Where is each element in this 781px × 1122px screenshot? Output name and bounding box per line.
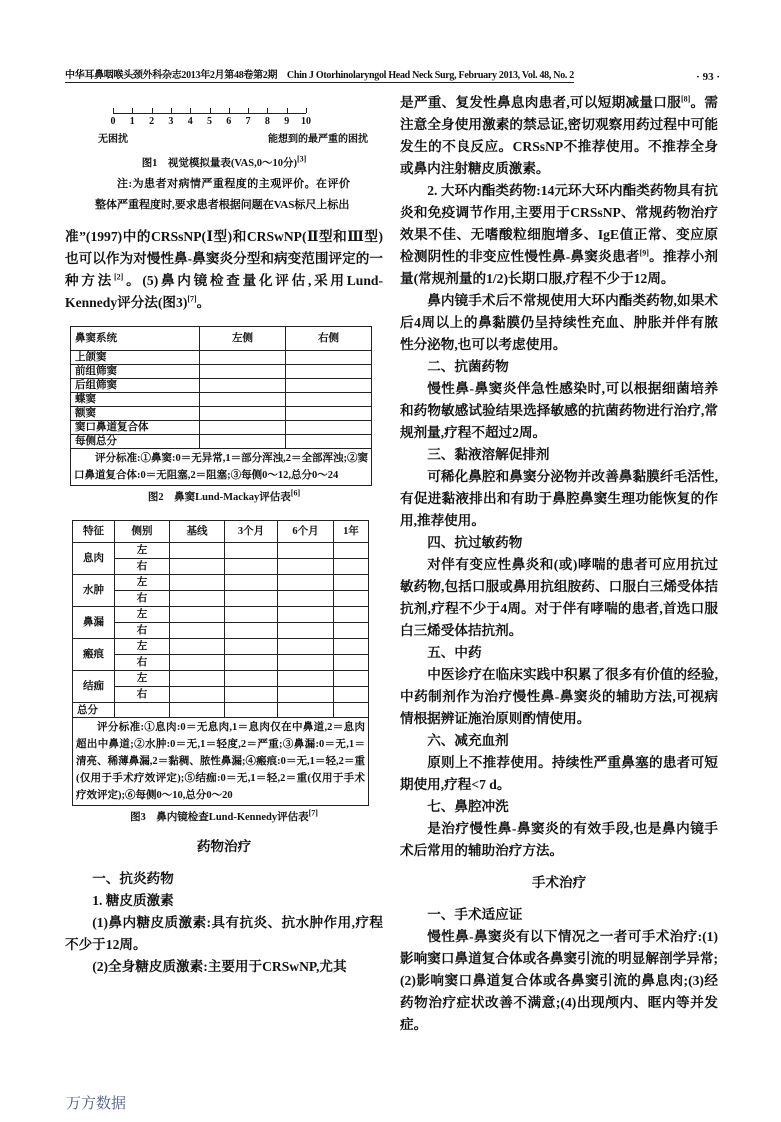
side-label: 左 bbox=[115, 607, 170, 623]
text: 。推荐小剂量(常规剂量的1/2)长期口服,疗程不少于12周。 bbox=[400, 249, 718, 286]
vas-tick-label: 7 bbox=[245, 116, 251, 127]
drug-section bbox=[65, 836, 383, 978]
side-label: 右 bbox=[115, 623, 170, 639]
left-score bbox=[200, 351, 286, 365]
sinus-name: 后组筛窦 bbox=[71, 379, 200, 393]
vas-tick-label: 6 bbox=[226, 116, 232, 127]
col-header: 基线 bbox=[170, 521, 225, 543]
table-row bbox=[73, 687, 369, 703]
side-label: 右 bbox=[115, 687, 170, 703]
table-row bbox=[73, 607, 369, 623]
right-score bbox=[285, 421, 371, 435]
vas-tick-label: 10 bbox=[301, 116, 311, 127]
col-header: 侧别 bbox=[115, 521, 170, 543]
total-label: 总分 bbox=[73, 703, 115, 718]
vas-tick bbox=[287, 108, 288, 113]
col-header: 3个月 bbox=[225, 521, 278, 543]
vas-tick bbox=[190, 108, 191, 113]
vas-tick bbox=[248, 108, 249, 113]
right-score bbox=[285, 407, 371, 421]
table-row bbox=[71, 379, 372, 393]
vas-scale bbox=[110, 113, 311, 127]
sinus-name: 额窦 bbox=[71, 407, 200, 421]
text: 2. 大环内酯类药物:14元环大环内酯类药物具有抗炎和免疫调节作用,主要用于CRSsNP、常规药物治疗效果不佳、无嗜酸粒细胞增多、IgE值正常、变应原检测阴性的非变应性慢性鼻-鼻窦炎患者 bbox=[400, 183, 718, 264]
table-row bbox=[73, 559, 369, 575]
paragraph: 中医诊疗在临床实践中积累了很多有价值的经验,中药制剂作为治疗慢性鼻-鼻窦炎的辅助方法,可视病情根据辨证施治原则酌情使用。 bbox=[400, 667, 718, 726]
side-label: 左 bbox=[115, 543, 170, 559]
table-row bbox=[73, 671, 369, 687]
left-column bbox=[65, 105, 383, 978]
fig3-caption bbox=[65, 810, 383, 826]
running-header: 中华耳鼻咽喉头颈外科杂志2013年2月第48卷第2期 Chin J Otorhinolaryngol Head Neck Surg, February 2013, Vol. 48, No. 2 bbox=[65, 66, 574, 83]
vas-left-label: 无困扰 bbox=[98, 134, 128, 145]
fig3-caption-text: 图3 鼻内镜检查Lund-Kennedy评估表 bbox=[130, 812, 309, 823]
left-para-text: 准”(1997)中的CRSsNP(Ⅰ型)和CRSwNP(Ⅱ型和Ⅲ型)也可以作为对慢性鼻-鼻窦炎分型和病变范围评定的一种方法 bbox=[65, 229, 383, 288]
page-number: · 93 · bbox=[696, 71, 720, 83]
right-score bbox=[285, 393, 371, 407]
left-score bbox=[200, 407, 286, 421]
lund-mackay-table bbox=[70, 326, 372, 486]
col-header: 1年 bbox=[334, 521, 369, 543]
subsection-heading: 二、抗菌药物 bbox=[427, 359, 509, 374]
fig1-caption-text: 图1 视觉模拟量表(VAS,0～10分) bbox=[141, 158, 297, 169]
ref: [2] bbox=[114, 272, 124, 282]
vas-tick-label: 8 bbox=[264, 116, 270, 127]
table-note: 评分标准:①鼻窦:0＝无异常,1＝部分浑浊,2＝全部浑浊;②窦口鼻道复合体:0＝无阻塞,2＝阻塞;③每侧0～12,总分0～24 bbox=[71, 449, 372, 486]
col-header: 特征 bbox=[73, 521, 115, 543]
section-title: 手术治疗 bbox=[531, 875, 587, 890]
left-score bbox=[200, 393, 286, 407]
feature-name: 结痂 bbox=[73, 671, 115, 703]
subsection-heading: 一、手术适应证 bbox=[427, 907, 523, 922]
paragraph: 慢性鼻-鼻窦炎有以下情况之一者可手术治疗:(1)影响窦口鼻道复合体或各鼻窦引流的明显解剖学异常;(2)影响窦口鼻道复合体或各鼻窦引流的鼻息肉;(3)经药物治疗症状改善不满意;(4)出现颅内、眶内等并发症。 bbox=[400, 929, 718, 1032]
subsection-heading: 1. 糖皮质激素 bbox=[92, 893, 174, 908]
left-para-end: 。 bbox=[196, 295, 211, 310]
table-row bbox=[73, 591, 369, 607]
paragraph: (2)全身糖皮质激素:主要用于CRSwNP,尤其 bbox=[92, 959, 347, 974]
vas-tick-label: 2 bbox=[149, 116, 155, 127]
vas-tick bbox=[132, 108, 133, 113]
subsection-heading: 七、鼻腔冲洗 bbox=[427, 799, 509, 814]
watermark: 万方数据 bbox=[66, 1094, 127, 1112]
fig1-note: 注:为患者对病情严重程度的主观评价。在评价整体严重程度时,要求患者根据问题在VAS标尺上标出 bbox=[95, 178, 350, 211]
table-note: 评分标准:①息肉:0＝无息肉,1＝息肉仅在中鼻道,2＝息肉超出中鼻道;②水肿:0＝无,1＝轻度,2＝严重;③鼻漏:0＝无,1＝清亮、稀薄鼻漏,2＝黏稠、脓性鼻漏;④瘢痕:0＝无,1＝轻,2＝重(仅用于手术疗效评定);⑤结痂:0＝无,1＝轻,2＝重(仅用于手术疗效评定);⑥每侧0～10,总分0～20 bbox=[73, 718, 369, 806]
paragraph: 鼻内镜手术后不常规使用大环内酯类药物,如果术后4周以上的鼻黏膜仍呈持续性充血、肿胀并伴有脓性分泌物,也可以考虑使用。 bbox=[400, 293, 718, 352]
paragraph bbox=[400, 180, 718, 290]
left-score bbox=[200, 435, 286, 449]
paragraph bbox=[400, 92, 718, 180]
fig1-caption bbox=[65, 156, 383, 172]
vas-tick-label: 9 bbox=[284, 116, 290, 127]
side-label: 右 bbox=[115, 591, 170, 607]
vas-tick bbox=[229, 108, 230, 113]
feature-name: 水肿 bbox=[73, 575, 115, 607]
left-score bbox=[200, 379, 286, 393]
right-column bbox=[400, 92, 718, 1036]
sinus-name: 前组筛窦 bbox=[71, 365, 200, 379]
vas-tick bbox=[152, 108, 153, 113]
sinus-name: 窦口鼻道复合体 bbox=[71, 421, 200, 435]
vas-tick-label: 0 bbox=[110, 116, 116, 127]
fig2-caption-text: 图2 鼻窦Lund-Mackay评估表 bbox=[147, 492, 291, 503]
right-score bbox=[285, 379, 371, 393]
subsection-heading: 一、抗炎药物 bbox=[92, 871, 174, 886]
left-score bbox=[200, 365, 286, 379]
vas-tick bbox=[267, 108, 268, 113]
sinus-name: 蝶窦 bbox=[71, 393, 200, 407]
fig2-ref: [6] bbox=[290, 488, 301, 498]
fig2-caption bbox=[65, 490, 383, 506]
vas-tick-label: 1 bbox=[129, 116, 135, 127]
paragraph: 对伴有变应性鼻炎和(或)哮喘的患者可应用抗过敏药物,包括口服或鼻用抗组胺药、口服白三烯受体拮抗剂,疗程不少于4周。对于伴有哮喘的患者,首选口服白三烯受体拮抗剂。 bbox=[400, 557, 718, 638]
side-label: 左 bbox=[115, 639, 170, 655]
col-header: 鼻窦系统 bbox=[71, 327, 200, 351]
right-score bbox=[285, 351, 371, 365]
side-label: 右 bbox=[115, 559, 170, 575]
table-row bbox=[71, 421, 372, 435]
table-row bbox=[73, 543, 369, 559]
table-row bbox=[73, 655, 369, 671]
section-title: 药物治疗 bbox=[196, 839, 252, 854]
vas-tick-label: 3 bbox=[168, 116, 174, 127]
side-label: 左 bbox=[115, 671, 170, 687]
paragraph: (1)鼻内糖皮质激素:具有抗炎、抗水肿作用,疗程不少于12周。 bbox=[65, 915, 383, 952]
side-label: 左 bbox=[115, 575, 170, 591]
ref: [9] bbox=[639, 248, 649, 258]
vas-tick bbox=[171, 108, 172, 113]
fig1-ref: [3] bbox=[296, 154, 307, 164]
paragraph: 可稀化鼻腔和鼻窦分泌物并改善鼻黏膜纤毛活性,有促进黏液排出和有助于鼻腔鼻窦生理功能恢复的作用,推荐使用。 bbox=[400, 469, 718, 528]
table-row bbox=[73, 575, 369, 591]
subsection-heading: 五、中药 bbox=[427, 645, 482, 660]
left-score bbox=[200, 421, 286, 435]
sinus-name: 每侧总分 bbox=[71, 435, 200, 449]
paragraph: 是治疗慢性鼻-鼻窦炎的有效手段,也是鼻内镜手术后常用的辅助治疗方法。 bbox=[400, 821, 718, 858]
ref: [7] bbox=[187, 294, 197, 304]
feature-name: 息肉 bbox=[73, 543, 115, 575]
feature-name: 鼻漏 bbox=[73, 607, 115, 639]
vas-right-label: 能想到的最严重的困扰 bbox=[268, 134, 368, 145]
subsection-heading: 三、黏液溶解促排剂 bbox=[427, 447, 550, 462]
col-header: 左侧 bbox=[200, 327, 286, 351]
text: 是严重、复发性鼻息肉患者,可以短期减量口服 bbox=[400, 95, 681, 110]
vas-tick bbox=[113, 108, 114, 113]
sinus-name: 上颌窦 bbox=[71, 351, 200, 365]
running-header-bar bbox=[65, 66, 720, 83]
right-score bbox=[285, 365, 371, 379]
paragraph: 慢性鼻-鼻窦炎伴急性感染时,可以根据细菌培养和药物敏感试验结果选择敏感的抗菌药物进行治疗,常规剂量,疗程不超过2周。 bbox=[400, 381, 718, 440]
text: 。需注意全身使用激素的禁忌证,密切观察用药过程中可能发生的不良反应。CRSsNP不推荐使用。不推荐全身或鼻内注射糖皮质激素。 bbox=[400, 95, 718, 176]
lund-kennedy-table bbox=[72, 520, 369, 806]
left-para-text2: 。(5)鼻内镜检查量化评估,采用Lund-Kennedy评分法(图3) bbox=[65, 273, 384, 310]
side-label: 右 bbox=[115, 655, 170, 671]
left-paragraph bbox=[65, 226, 383, 314]
vas-tick bbox=[210, 108, 211, 113]
subsection-heading: 四、抗过敏药物 bbox=[427, 535, 523, 550]
col-header: 6个月 bbox=[278, 521, 334, 543]
table-row bbox=[71, 351, 372, 365]
vas-tick-label: 5 bbox=[207, 116, 212, 127]
table-row bbox=[71, 393, 372, 407]
ref: [8] bbox=[680, 94, 691, 104]
fig3-ref: [7] bbox=[308, 808, 318, 818]
feature-name: 瘢痕 bbox=[73, 639, 115, 671]
vas-figure bbox=[65, 105, 383, 150]
vas-tick bbox=[306, 108, 307, 113]
table-row bbox=[71, 407, 372, 421]
vas-tick-label: 4 bbox=[187, 116, 193, 127]
table-row bbox=[71, 365, 372, 379]
subsection-heading: 六、减充血剂 bbox=[427, 733, 509, 748]
right-score bbox=[285, 435, 371, 449]
table-row bbox=[71, 435, 372, 449]
col-header: 右侧 bbox=[285, 327, 371, 351]
table-row bbox=[73, 623, 369, 639]
paragraph: 原则上不推荐使用。持续性严重鼻塞的患者可短期使用,疗程<7 d。 bbox=[400, 755, 718, 792]
table-row bbox=[73, 639, 369, 655]
vas-labels bbox=[98, 130, 368, 145]
